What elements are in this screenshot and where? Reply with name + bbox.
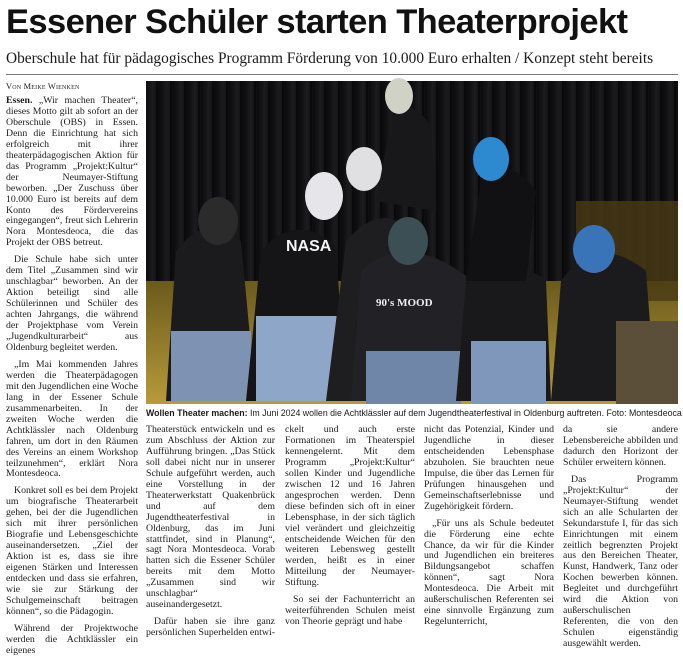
paragraph: „Im Mai kommenden Jahres werden die Theaterpädagogen mit den Jugendlichen eine Woche lang in der Essener Schule zusammenarbeiten. In der zweiten Woche werden die Achtklässler nach Oldenburg fahren, um dort in den Räumen des Vereins an einem Workshop teilzunehmen“, erklärt Nora Montesdeoca. <box>6 358 138 480</box>
caption-lead: Wollen Theater machen: <box>146 408 248 418</box>
paragraph: Dafür haben sie ihre ganz persönlichen Superhelden entwi- <box>146 616 275 639</box>
paragraph: Während der Projektwoche werden die Achtklässler ein eigenes <box>6 622 138 656</box>
article-column-2 <box>146 424 275 639</box>
photo-caption <box>146 407 682 420</box>
paragraph: Konkret soll es bei dem Projekt um biografische Theaterarbeit gehen, bei der die Jugendlichen sich mit ihrer persönlichen Biografie und Lebensgeschichte auseinandersetzen. „Ziel der Aktion ist es, dass sie ihre eigenen Stärken und Interessen entdecken und dass sie erfahren, wie sie zur Stärkung der Schulgemeinschaft beitragen können“, so die Pädagogin. <box>6 485 138 617</box>
headline: Essener Schüler starten Theaterprojekt <box>6 3 628 41</box>
photo-students-with-masks <box>146 81 678 404</box>
byline: Von Meike Wienken <box>6 82 80 91</box>
subheadline: Oberschule hat für pädagogisches Programm Förderung von 10.000 Euro erhalten / Konzept steht bereits <box>6 50 654 67</box>
paragraph-text: „Wir machen Theater“, dieses Motto gilt ab sofort an der Oberschule (OBS) in Essen. Denn die Einrichtung hat sich erfolgreich mit ihrer theaterpädagogischen Aktion für das Programm „Projekt:Kultur“ der Neumayer-Stiftung beworben. „Der Zuschuss über 10.000 Euro ist bereits auf dem Konto des Fördervereins eingegangen“, freut sich Lehrerin Nora Montesdeoca, die das Projekt der OBS betreut. <box>6 95 138 249</box>
caption-text: Im Juni 2024 wollen die Achtklässler auf dem Jugendtheaterfestival in Oldenburg auftreten. <box>249 408 605 418</box>
paragraph: Die Schule habe sich unter dem Titel „Zusammen sind wir unschlagbar“ beworben. An der Aktion beteiligt sind alle Schülerinnen und Schüler des achten Jahrgangs, die während der Projektphase vom Verein „Jugendkulturarbeit“ aus Oldenburg begleitet werden. <box>6 254 138 353</box>
article-column-3 <box>285 424 415 628</box>
paragraph: „Für uns als Schule bedeutet die Förderung eine echte Chance, da wir für die Kinder und Jugendlichen ein breiteres Bildungsangebot schaffen können“, sagt Nora Montesdeoca. Die Arbeit mit außerschulischen Referenten sei eine sinnvolle Ergänzung zum Regelunterricht, <box>424 517 554 628</box>
paragraph: Das Programm „Projekt:Kultur“ der Neumayer-Stiftung wendet sich an alle Schularten der Sekundarstufe I, für das sich Einrichtungen mit einem zeitlich begrenzten Projekt aus den Bereichen Theater, Kunst, Handwerk, Tanz oder Kochen bewerben können. Begleitet und durchgeführt wird die Aktion von außerschulischen Referenten, die von den Schulen eigenständig ausgewählt werden. <box>563 473 678 650</box>
article-column-5 <box>563 424 678 650</box>
dateline: Essen. <box>6 95 33 106</box>
paragraph: da sie andere Lebensbereiche abbilden und dadurch den Horizont der Schüler erweitern können. <box>563 424 678 468</box>
paragraph <box>6 96 138 249</box>
headline-rule <box>6 74 678 75</box>
article-photo <box>146 81 678 404</box>
paragraph: ckelt und auch erste Formationen im Theaterspiel kennengelernt. Mit dem Programm „Projekt:Kultur“ sollen Kinder und Jugendliche zwischen 12 und 16 Jahren angesprochen werden. Denn diese befinden sich oft in einer Lebensphase, in der sich täglich viel verändert und gleichzeitig entscheidende Weichen für den weiteren Lebensweg gestellt werden, heißt es in einer Mitteilung der Neumayer-Stiftung. <box>285 424 415 589</box>
article-column-1 <box>6 95 138 656</box>
article-column-4 <box>424 424 554 628</box>
paragraph: nicht das Potenzial, Kinder und Jugendliche in dieser entscheidenden Lebensphase abzuholen. Sie brauchten neue Impulse, die über das Lernen für Prüfungen hinausgehen und Gemeinschaftserlebnisse und Zugehörigkeit fördern. <box>424 424 554 512</box>
paragraph: So sei der Fachunterricht an weiterführenden Schulen meist von Theorie geprägt und habe <box>285 594 415 628</box>
paragraph: Theaterstück entwickeln und es zum Abschluss der Aktion zur Aufführung bringen. „Das Stück soll dabei nicht nur in unserer Schule aufgeführt werden, auch eine Vorstellung in der Theaterwerkstatt Quakenbrück und auf dem Jugendtheaterfestival in Oldenburg, das im Juni stattfindet, sind in Planung“, sagt Nora Montesdeoca. Vorab hatten sich die Essener Schüler bereits mit dem Motto „Zusammen sind wir unschlagbar“ auseinandergesetzt. <box>146 424 275 611</box>
shirt-text-mood: 90's MOOD <box>376 297 433 309</box>
photo-credit: Foto: Montesdeoca <box>606 408 682 418</box>
shirt-text-nasa: NASA <box>286 238 332 255</box>
